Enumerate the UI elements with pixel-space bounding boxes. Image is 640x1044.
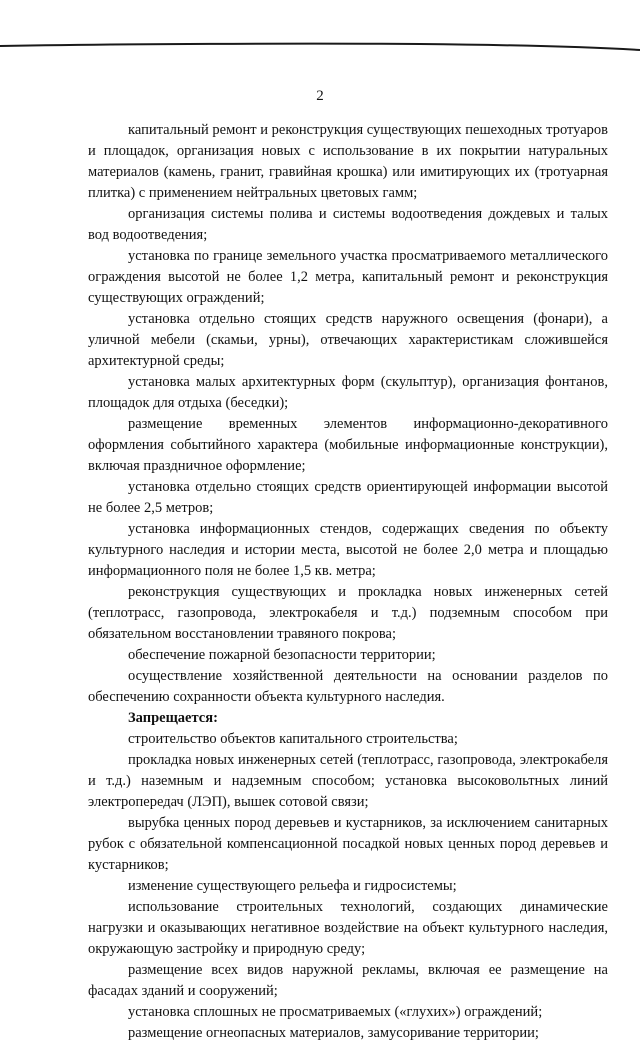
paragraph: размещение огнеопасных материалов, замусоривание территории; [128, 1025, 539, 1041]
paragraph: установка по границе земельного участка просматриваемого металлического ограждения высотой не более 1,2 метра, капитальный ремонт и реконструкция существующих ограждений; [88, 248, 608, 306]
paragraph: установка отдельно стоящих средств ориентирующей информации высотой не более 2,5 метров; [88, 479, 608, 516]
page-number: 2 [316, 88, 324, 104]
paragraph: капитальный ремонт и реконструкция существующих пешеходных тротуаров и площадок, организация новых с использование в их покрытии натуральных материалов (камень, гранит, гравийная крошка) или имитирующих их (тротуарная плитка) с применением нейтральных цветовых гамм; [88, 122, 608, 201]
paragraph: прокладка новых инженерных сетей (теплотрасс, газопровода, электрокабеля и т.д.) наземным и надземным способом; установка высоковольтных линий электропередач (ЛЭП), вышек сотовой связи; [88, 752, 608, 810]
scan-edge-line [0, 0, 640, 60]
paragraph: организация системы полива и системы водоотведения дождевых и талых вод водоотведения; [88, 206, 608, 243]
paragraph: установка сплошных не просматриваемых («глухих») ограждений; [128, 1004, 543, 1020]
paragraph: изменение существующего рельефа и гидросистемы; [128, 878, 457, 894]
paragraph: реконструкция существующих и прокладка новых инженерных сетей (теплотрасс, газопровода, электрокабеля и т.д.) подземным способом при обязательном восстановлении травяного покрова; [88, 584, 608, 642]
paragraph: осуществление хозяйственной деятельности на основании разделов по обеспечению сохранности объекта культурного наследия. [88, 668, 608, 705]
paragraph: обеспечение пожарной безопасности территории; [128, 647, 436, 663]
paragraph: использование строительных технологий, создающих динамические нагрузки и оказывающих негативное воздействие на объект культурного наследия, окружающую застройку и природную среду; [88, 899, 608, 957]
paragraph: размещение временных элементов информационно-декоративного оформления событийного характера (мобильные информационные конструкции), включая праздничное оформление; [88, 416, 608, 474]
paragraph: строительство объектов капитального строительства; [128, 731, 458, 747]
paragraph: установка отдельно стоящих средств наружного освещения (фонари), а уличной мебели (скамьи, урны), отвечающих характеристикам сложившейся архитектурной среды; [88, 311, 608, 369]
document-body [88, 120, 608, 1044]
section-heading: Запрещается: [128, 710, 218, 726]
paragraph: установка малых архитектурных форм (скульптур), организация фонтанов, площадок для отдыха (беседки); [88, 374, 608, 411]
paragraph: вырубка ценных пород деревьев и кустарников, за исключением санитарных рубок с обязательной компенсационной посадкой новых ценных пород деревьев и кустарников; [88, 815, 608, 873]
paragraph: установка информационных стендов, содержащих сведения по объекту культурного наследия и истории места, высотой не более 2,0 метра и площадью информационного поля не более 1,5 кв. метра; [88, 521, 608, 579]
paragraph: размещение всех видов наружной рекламы, включая ее размещение на фасадах зданий и сооружений; [88, 962, 608, 999]
